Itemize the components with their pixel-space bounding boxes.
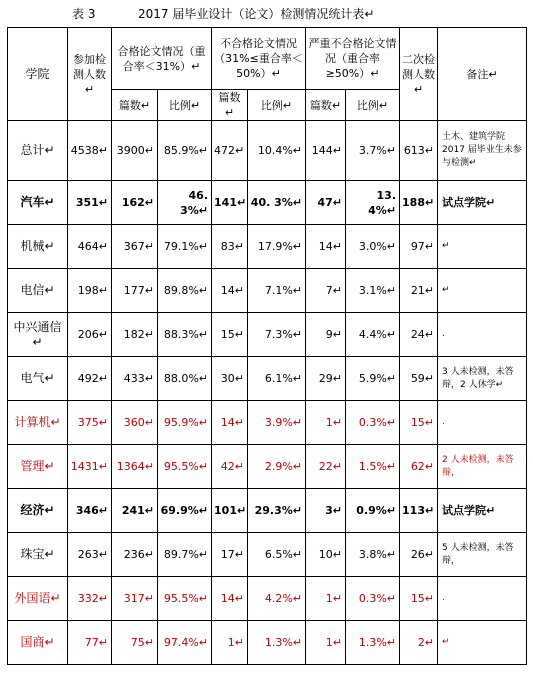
header-unqualified: 不合格论文情况（31%≤重合率＜50%）↵ [212,28,306,90]
college-cell: 管理↵ [8,445,68,489]
qualified-count-cell: 75↵ [112,621,158,665]
serious-count-cell: 14↵ [306,225,346,269]
header-qualified-count: 篇数↵ [112,90,158,121]
unqualified-ratio-cell: 6.1%↵ [248,357,306,401]
serious-ratio-cell: 5.9%↵ [346,357,400,401]
unqualified-count-cell: 14↵ [212,401,248,445]
submitted-cell: 492↵ [68,357,112,401]
table-row [8,181,527,225]
unqualified-count-cell: 15↵ [212,313,248,357]
college-cell: 外国语↵ [8,577,68,621]
serious-count-cell: 1↵ [306,577,346,621]
table-row [8,401,527,445]
header-serious: 严重不合格论文情况（重合率 ≥50%）↵ [306,28,400,90]
table-row [8,225,527,269]
qualified-ratio-cell: 95.9%↵ [158,401,212,445]
qualified-ratio-cell: 88.3%↵ [158,313,212,357]
table-row [8,269,527,313]
serious-ratio-cell: 0.3%↵ [346,577,400,621]
submitted-cell: 4538↵ [68,121,112,181]
serious-count-cell: 22↵ [306,445,346,489]
table-row [8,121,527,181]
second-check-cell: 59↵ [400,357,438,401]
college-cell: 珠宝↵ [8,533,68,577]
unqualified-ratio-cell: 4.2%↵ [248,577,306,621]
unqualified-ratio-cell: 1.3%↵ [248,621,306,665]
remark-cell: 3 人未检测，未答辩，2 人休学↵ [438,357,527,401]
table-number: 表 3 [72,7,96,21]
table-title: 2017 届毕业设计（论文）检测情况统计表↵ [138,7,375,21]
table-body [8,121,527,665]
table-row [8,533,527,577]
second-check-cell: 613↵ [400,121,438,181]
unqualified-ratio-cell: 3.9%↵ [248,401,306,445]
header-unqualified-count: 篇数↵ [212,90,248,121]
qualified-ratio-cell: 95.5%↵ [158,445,212,489]
serious-ratio-cell: 3.7%↵ [346,121,400,181]
unqualified-ratio-cell: 7.1%↵ [248,269,306,313]
unqualified-ratio-cell: 7.3%↵ [248,313,306,357]
submitted-cell: 77↵ [68,621,112,665]
unqualified-ratio-cell: 29.3%↵ [248,489,306,533]
serious-count-cell: 3↵ [306,489,346,533]
submitted-cell: 464↵ [68,225,112,269]
header-unqualified-ratio: 比例↵ [248,90,306,121]
serious-ratio-cell: 3.0%↵ [346,225,400,269]
qualified-ratio-cell: 79.1%↵ [158,225,212,269]
qualified-ratio-cell: 46. 3%↵ [158,181,212,225]
qualified-count-cell: 3900↵ [112,121,158,181]
qualified-count-cell: 433↵ [112,357,158,401]
qualified-count-cell: 236↵ [112,533,158,577]
qualified-count-cell: 317↵ [112,577,158,621]
college-cell: 机械↵ [8,225,68,269]
college-cell: 汽车↵ [8,181,68,225]
remark-cell: 5 人未检测，未答辩， [438,533,527,577]
qualified-count-cell: 367↵ [112,225,158,269]
table-row [8,445,527,489]
serious-ratio-cell: 3.1%↵ [346,269,400,313]
submitted-cell: 263↵ [68,533,112,577]
unqualified-count-cell: 83↵ [212,225,248,269]
second-check-cell: 15↵ [400,577,438,621]
serious-count-cell: 10↵ [306,533,346,577]
serious-count-cell: 7↵ [306,269,346,313]
unqualified-count-cell: 101↵ [212,489,248,533]
second-check-cell: 21↵ [400,269,438,313]
unqualified-ratio-cell: 2.9%↵ [248,445,306,489]
table-row [8,313,527,357]
serious-ratio-cell: 0.3%↵ [346,401,400,445]
unqualified-count-cell: 1↵ [212,621,248,665]
unqualified-count-cell: 14↵ [212,269,248,313]
submitted-cell: 1431↵ [68,445,112,489]
qualified-ratio-cell: 95.5%↵ [158,577,212,621]
serious-ratio-cell: 3.8%↵ [346,533,400,577]
college-cell: 计算机↵ [8,401,68,445]
qualified-ratio-cell: 69.9%↵ [158,489,212,533]
submitted-cell: 332↵ [68,577,112,621]
remark-cell: . [438,313,527,357]
qualified-ratio-cell: 85.9%↵ [158,121,212,181]
table-row [8,489,527,533]
remark-cell: ↵ [438,225,527,269]
header-row-top [8,28,527,90]
unqualified-ratio-cell: 6.5%↵ [248,533,306,577]
unqualified-ratio-cell: 40. 3%↵ [248,181,306,225]
qualified-count-cell: 360↵ [112,401,158,445]
qualified-ratio-cell: 97.4%↵ [158,621,212,665]
qualified-count-cell: 177↵ [112,269,158,313]
remark-cell: . [438,577,527,621]
second-check-cell: 2↵ [400,621,438,665]
college-cell: 电信↵ [8,269,68,313]
serious-count-cell: 1↵ [306,401,346,445]
remark-cell: 土木、建筑学院 2017 届毕业生未参与检测↵ [438,121,527,181]
header-second-check: 二次检测人数↵ [400,28,438,121]
unqualified-count-cell: 472↵ [212,121,248,181]
serious-ratio-cell: 13. 4%↵ [346,181,400,225]
header-qualified: 合格论文情况（重合率＜31%）↵ [112,28,212,90]
submitted-cell: 198↵ [68,269,112,313]
serious-ratio-cell: 0.9%↵ [346,489,400,533]
college-cell: 中兴通信↵ [8,313,68,357]
header-college: 学院 [8,28,68,121]
header-serious-count: 篇数↵ [306,90,346,121]
remark-cell: . [438,401,527,445]
statistics-table [7,27,527,665]
second-check-cell: 188↵ [400,181,438,225]
college-cell: 经济↵ [8,489,68,533]
serious-ratio-cell: 1.3%↵ [346,621,400,665]
second-check-cell: 15↵ [400,401,438,445]
table-row [8,621,527,665]
header-remarks: 备注↵ [438,28,527,121]
serious-count-cell: 47↵ [306,181,346,225]
remark-cell: ↵ [438,621,527,665]
qualified-count-cell: 182↵ [112,313,158,357]
second-check-cell: 113↵ [400,489,438,533]
qualified-ratio-cell: 89.7%↵ [158,533,212,577]
table-row [8,357,527,401]
serious-count-cell: 144↵ [306,121,346,181]
qualified-count-cell: 241↵ [112,489,158,533]
college-cell: 总计↵ [8,121,68,181]
submitted-cell: 375↵ [68,401,112,445]
second-check-cell: 97↵ [400,225,438,269]
remark-cell: 试点学院↵ [438,489,527,533]
header-submitted: 参加检测人数↵ [68,28,112,121]
table-row [8,577,527,621]
qualified-count-cell: 1364↵ [112,445,158,489]
header-serious-ratio: 比例↵ [346,90,400,121]
serious-ratio-cell: 4.4%↵ [346,313,400,357]
unqualified-ratio-cell: 17.9%↵ [248,225,306,269]
serious-count-cell: 1↵ [306,621,346,665]
second-check-cell: 24↵ [400,313,438,357]
unqualified-count-cell: 42↵ [212,445,248,489]
qualified-count-cell: 162↵ [112,181,158,225]
unqualified-ratio-cell: 10.4%↵ [248,121,306,181]
qualified-ratio-cell: 89.8%↵ [158,269,212,313]
second-check-cell: 62↵ [400,445,438,489]
remark-cell: 试点学院↵ [438,181,527,225]
remark-cell: ↵ [438,269,527,313]
header-qualified-ratio: 比例↵ [158,90,212,121]
college-cell: 电气↵ [8,357,68,401]
serious-count-cell: 29↵ [306,357,346,401]
unqualified-count-cell: 14↵ [212,577,248,621]
submitted-cell: 206↵ [68,313,112,357]
serious-count-cell: 9↵ [306,313,346,357]
serious-ratio-cell: 1.5%↵ [346,445,400,489]
remark-cell: 2 人未检测，未答辩， [438,445,527,489]
second-check-cell: 26↵ [400,533,438,577]
submitted-cell: 351↵ [68,181,112,225]
college-cell: 国商↵ [8,621,68,665]
submitted-cell: 346↵ [68,489,112,533]
unqualified-count-cell: 30↵ [212,357,248,401]
unqualified-count-cell: 17↵ [212,533,248,577]
unqualified-count-cell: 141↵ [212,181,248,225]
qualified-ratio-cell: 88.0%↵ [158,357,212,401]
